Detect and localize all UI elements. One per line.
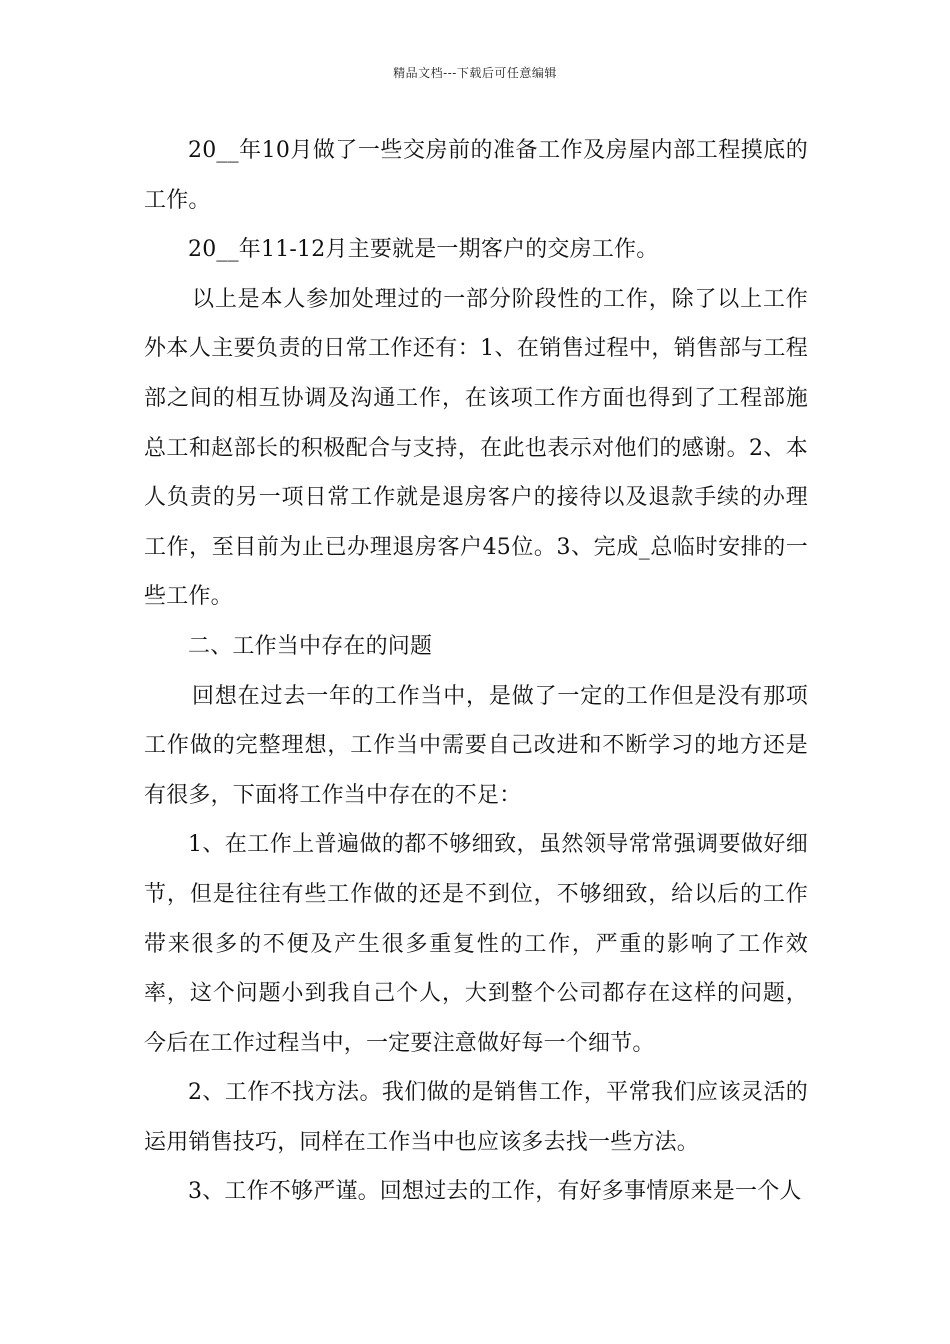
paragraph-issue-2: 2、工作不找方法。我们做的是销售工作，平常我们应该灵活的运用销售技巧，同样在工作当中也应该多去找一些方法。: [144, 1080, 808, 1155]
page-header: 精品文档---下载后可任意编辑: [393, 66, 557, 80]
paragraph-daily-duties: 以上是本人参加处理过的一部分阶段性的工作，除了以上工作外本人主要负责的日常工作还有：1、在销售过程中，销售部与工程部之间的相互协调及沟通工作，在该项工作方面也得到了工程部施总工和赵部长的积极配合与支持，在此也表示对他们的感谢。2、本人负责的另一项日常工作就是退房客户的接待以及退款手续的办理工作，至目前为止已办理退房客户45位。3、完成_总临时安排的一些工作。: [144, 286, 808, 610]
paragraph-issue-1: 1、在工作上普遍做的都不够细致，虽然领导常常强调要做好细节，但是往往有些工作做的还是不到位，不够细致，给以后的工作带来很多的不便及产生很多重复性的工作，严重的影响了工作效率，这个问题小到我自己个人，大到整个公司都存在这样的问题，今后在工作过程当中，一定要注意做好每一个细节。: [144, 832, 808, 1056]
paragraph-october-work: 20__年10月做了一些交房前的准备工作及房屋内部工程摸底的工作。: [144, 138, 808, 213]
section-heading-problems: 二、工作当中存在的问题: [188, 633, 433, 659]
paragraph-reflection: 回想在过去一年的工作当中，是做了一定的工作但是没有那项工作做的完整理想，工作当中需要自己改进和不断学习的地方还是有很多，下面将工作当中存在的不足：: [144, 683, 808, 808]
paragraph-issue-3: 3、工作不够严谨。回想过去的工作，有好多事情原来是一个人: [188, 1179, 802, 1205]
document-body: [144, 126, 808, 1217]
paragraph-handover-work: 20__年11-12月主要就是一期客户的交房工作。: [188, 237, 659, 263]
